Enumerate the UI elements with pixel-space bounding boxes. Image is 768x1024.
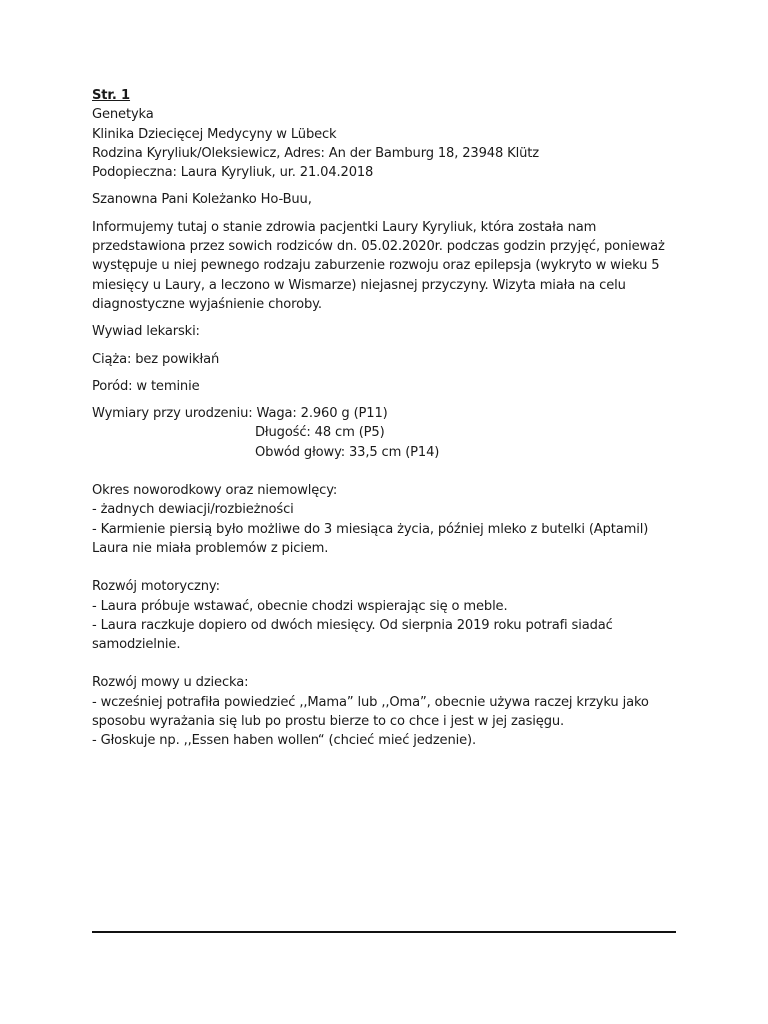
page-number: Str. 1 (92, 88, 131, 103)
footer-rule (92, 931, 676, 933)
history-heading-text: Wywiad lekarski: (92, 324, 200, 340)
neonatal-heading: Okres noworodkowy oraz niemowlęcy: (92, 483, 338, 499)
history-heading (92, 322, 682, 341)
clinic-name: Klinika Dziecięcej Medycyny w Lübeck (92, 126, 337, 142)
intro-line: Informujemy tutaj o stanie zdrowia pacjentki Laury Kyryliuk, która została nam (92, 219, 597, 235)
measurement-length: Długość: 48 cm (P5) (255, 425, 385, 441)
intro-line: miesięcy u Laury, a leczono w Wismarze) niejasnej przyczyny. Wizyta miała na celu (92, 277, 626, 293)
patient-info: Podopieczna: Laura Kyryliuk, ur. 21.04.2018 (92, 165, 374, 181)
speech-heading: Rozwój mowy u dziecka: (92, 675, 249, 691)
measurement-head: Obwód głowy: 33,5 cm (P14) (255, 444, 440, 460)
birth-measurements (92, 404, 682, 462)
motor-heading: Rozwój motoryczny: (92, 579, 220, 595)
speech-line: - wcześniej potrafiła powiedzieć ,,Mama” lub ,,Oma”, obecnie używa raczej krzyku jako (92, 694, 649, 710)
intro-line: występuje u niej pewnego rodzaju zaburzenie rozwoju oraz epilepsja (wykryto w wieku 5 (92, 258, 660, 274)
motor-section (92, 577, 682, 654)
family-address: Rodzina Kyryliuk/Oleksiewicz, Adres: An der Bamburg 18, 23948 Klütz (92, 145, 539, 161)
birth-text: Poród: w teminie (92, 378, 200, 394)
pregnancy-text: Ciąża: bez powikłań (92, 351, 220, 367)
letter-header (92, 86, 682, 182)
measurement-weight: Wymiary przy urodzeniu: Waga: 2.960 g (P11) (92, 406, 388, 422)
intro-paragraph (92, 218, 682, 314)
document-page (92, 86, 682, 751)
neonatal-section (92, 481, 682, 558)
department: Genetyka (92, 107, 154, 123)
intro-line: przedstawiona przez sowich rodziców dn. 05.02.2020r. podczas godzin przyjęć, ponieważ (92, 239, 665, 255)
motor-line: - Laura próbuje wstawać, obecnie chodzi wspierając się o meble. (92, 598, 508, 614)
pregnancy-row (92, 350, 682, 369)
speech-section (92, 673, 682, 750)
neonatal-line: - Karmienie piersią było możliwe do 3 miesiąca życia, później mleko z butelki (Aptamil) (92, 521, 649, 537)
neonatal-line: Laura nie miała problemów z piciem. (92, 540, 329, 556)
salutation (92, 190, 682, 209)
motor-line: samodzielnie. (92, 637, 181, 653)
motor-line: - Laura raczkuje dopiero od dwóch miesięcy. Od sierpnia 2019 roku potrafi siadać (92, 617, 613, 633)
speech-line: - Głoskuje np. ,,Essen haben wollen“ (chcieć mieć jedzenie). (92, 733, 476, 749)
birth-row (92, 377, 682, 396)
speech-line: sposobu wyrażania się lub po prostu bierze to co chce i jest w jej zasięgu. (92, 714, 565, 730)
intro-line: diagnostyczne wyjaśnienie choroby. (92, 296, 322, 312)
salutation-text: Szanowna Pani Koleżanko Ho-Buu, (92, 192, 312, 208)
neonatal-line: - żadnych dewiacji/rozbieżności (92, 502, 294, 518)
